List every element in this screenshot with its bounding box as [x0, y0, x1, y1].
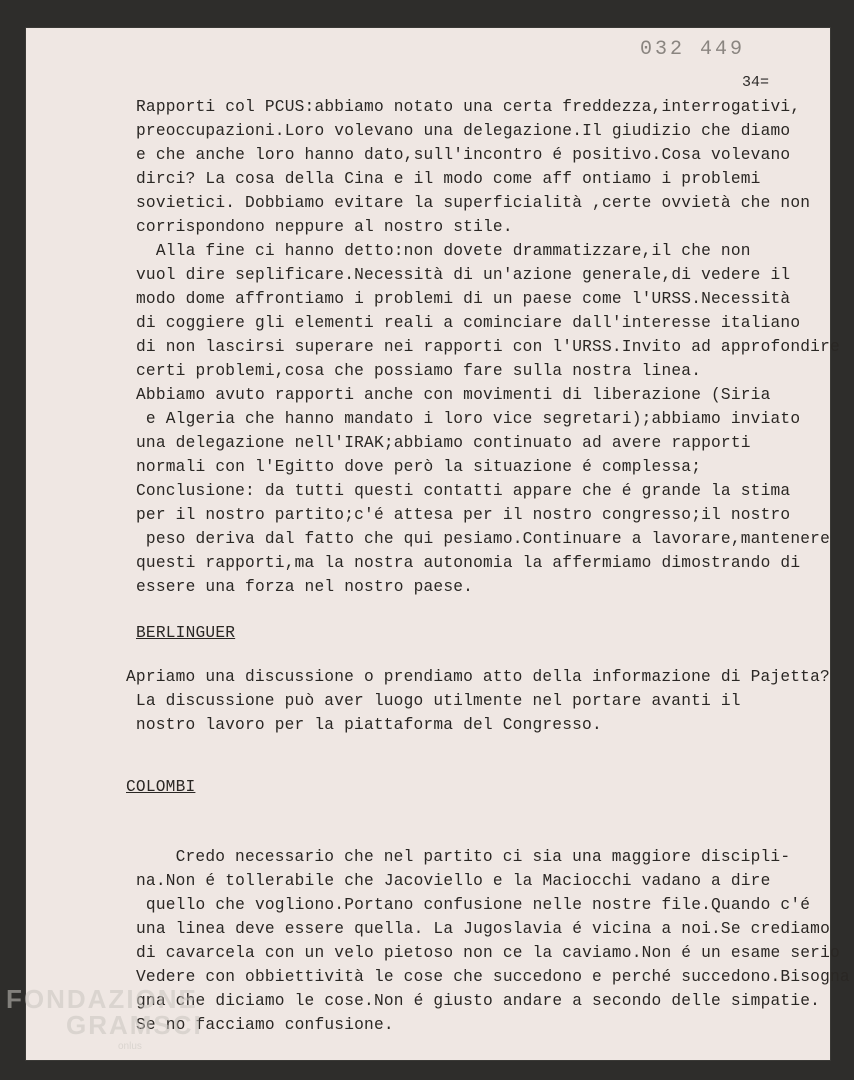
text-line: corrispondono neppure al nostro stile. — [136, 218, 513, 236]
speaker-heading-berlinguer: BERLINGUER — [136, 624, 236, 642]
text-line: Credo necessario che nel partito ci sia una maggiore discipli- — [126, 848, 791, 866]
speaker-heading-colombi: COLOMBI — [126, 778, 196, 796]
text-line: e Algeria che hanno mandato i loro vice segretari);abbiamo inviato — [136, 410, 801, 428]
text-line: certi problemi,cosa che possiamo fare sulla nostra linea. — [136, 362, 702, 380]
text-line: sovietici. Dobbiamo evitare la superficialità ,certe ovvietà che non — [136, 194, 811, 212]
page-number: 34= — [742, 74, 770, 91]
text-line: Apriamo una discussione o prendiamo atto della informazione di Pajetta? — [126, 668, 830, 686]
text-line: essere una forza nel nostro paese. — [136, 578, 474, 596]
text-line: dirci? La cosa della Cina e il modo come aff ontiamo i problemi — [136, 170, 761, 188]
watermark-line3: onlus — [118, 1041, 142, 1052]
text-line: quello che vogliono.Portano confusione nelle nostre file.Quando c'é — [136, 896, 811, 914]
text-line: Abbiamo avuto rapporti anche con movimenti di liberazione (Siria — [136, 386, 771, 404]
text-line: vuol dire seplificare.Necessità di un'azione generale,di vedere il — [136, 266, 791, 284]
text-line: una delegazione nell'IRAK;abbiamo continuato ad avere rapporti — [136, 434, 751, 452]
fondazione-gramsci-watermark — [6, 986, 203, 1060]
text-line: di non lascirsi superare nei rapporti con l'URSS.Invito ad approfondire — [136, 338, 840, 356]
text-line: La discussione può aver luogo utilmente nel portare avanti il — [126, 692, 741, 710]
text-line: e che anche loro hanno dato,sull'incontro é positivo.Cosa volevano — [136, 146, 791, 164]
watermark-line2: GRAMSCI — [66, 1010, 203, 1040]
text-line: Rapporti col PCUS:abbiamo notato una certa freddezza,interrogativi, — [136, 98, 801, 116]
text-line: Se no facciamo confusione. — [136, 1016, 394, 1034]
text-line: Conclusione: da tutti questi contatti appare che é grande la stima — [136, 482, 791, 500]
text-line: una linea deve essere quella. La Jugoslavia é vicina a noi.Se crediamo — [136, 920, 830, 938]
text-line: Alla fine ci hanno detto:non dovete drammatizzare,il che non — [136, 242, 751, 260]
text-line: na.Non é tollerabile che Jacoviello e la Maciocchi vadano a dire — [136, 872, 771, 890]
text-line: per il nostro partito;c'é attesa per il nostro congresso;il nostro — [136, 506, 791, 524]
text-line: questi rapporti,ma la nostra autonomia la affermiamo dimostrando di — [136, 554, 801, 572]
text-line: Vedere con obbiettività le cose che succedono e perché succedono.Bisogna — [136, 968, 850, 986]
text-line: modo dome affrontiamo i problemi di un paese come l'URSS.Necessità — [136, 290, 791, 308]
text-line: di cavarcela con un velo pietoso non ce la caviamo.Non é un esame serio — [136, 944, 840, 962]
text-line: gna che diciamo le cose.Non é giusto andare a secondo delle simpatie. — [136, 992, 821, 1010]
text-line: di coggiere gli elementi reali a cominciare dall'interesse italiano — [136, 314, 801, 332]
text-line: nostro lavoro per la piattaforma del Congresso. — [126, 716, 602, 734]
archive-code: 032 449 — [640, 38, 746, 61]
watermark-line1: FONDAZIONE — [6, 984, 198, 1014]
text-line: preoccupazioni.Loro volevano una delegazione.Il giudizio che diamo — [136, 122, 791, 140]
text-line: peso deriva dal fatto che qui pesiamo.Continuare a lavorare,mantenere — [136, 530, 830, 548]
text-line: normali con l'Egitto dove però la situazione é complessa; — [136, 458, 702, 476]
